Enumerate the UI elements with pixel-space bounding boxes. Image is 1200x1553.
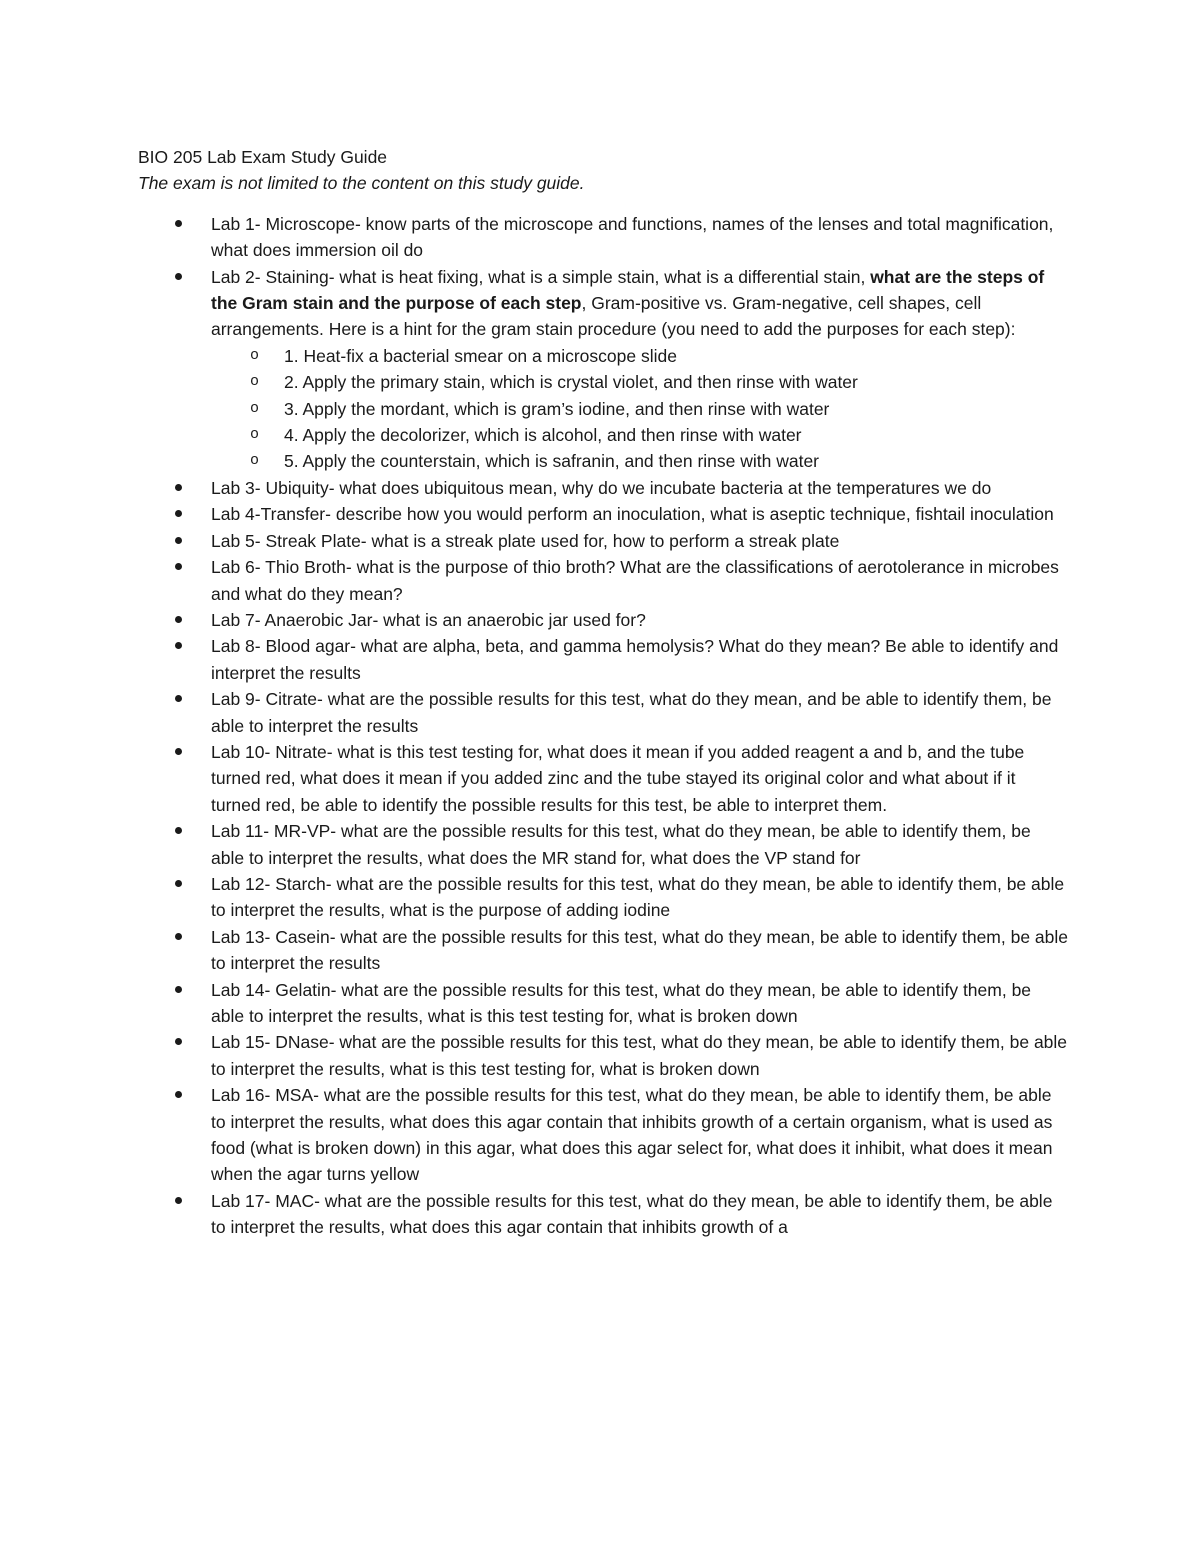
bullet-icon [175, 563, 182, 570]
list-item-text: Lab 12- Starch- what are the possible results for this test, what do they mean, be able to identify them, be able to interpret the results, what is the purpose of adding iodine [211, 873, 1065, 921]
list-item-text: Lab 5- Streak Plate- what is a streak plate used for, how to perform a streak plate [211, 530, 840, 551]
document-title: BIO 205 Lab Exam Study Guide [138, 147, 388, 167]
sub-list-item-text: 4. Apply the decolorizer, which is alcohol, and then rinse with water [284, 425, 802, 446]
list-item-text: Lab 7- Anaerobic Jar- what is an anaerobic jar used for? [211, 609, 646, 630]
sub-list-item [211, 396, 1068, 422]
sub-list-item [211, 369, 1068, 395]
list-item-text: Lab 13- Casein- what are the possible results for this test, what do they mean, be able to identify them, be able to interpret the results [211, 926, 1069, 974]
circle-bullet-icon: o [250, 346, 260, 364]
circle-bullet-icon: o [250, 373, 260, 391]
document-subtitle: The exam is not limited to the content on this study guide. [138, 173, 585, 194]
study-guide-list [138, 211, 1068, 1241]
list-item [138, 1188, 1068, 1241]
list-item [138, 554, 1068, 607]
list-item [138, 607, 1068, 633]
bullet-icon [175, 220, 182, 227]
list-item-text: Lab 3- Ubiquity- what does ubiquitous mean, why do we incubate bacteria at the temperatures we do [211, 477, 992, 498]
bullet-icon [175, 1038, 182, 1045]
list-item-text: Lab 14- Gelatin- what are the possible results for this test, what do they mean, be able to identify them, be able to interpret the results, what is this test testing for, what is broken down [211, 979, 1032, 1026]
bullet-icon [175, 1091, 182, 1098]
sub-list-item-text: 1. Heat-fix a bacterial smear on a microscope slide [284, 345, 677, 366]
list-item [138, 686, 1068, 739]
list-item-bold-text: what are the steps of the Gram stain and the purpose of each step [211, 266, 1045, 314]
list-item-text: Lab 1- Microscope- know parts of the microscope and functions, names of the lenses and total magnification, what does immersion oil do [211, 213, 1054, 261]
list-item [138, 977, 1068, 1030]
list-item-text: Lab 16- MSA- what are the possible results for this test, what do they mean, be able to identify them, be able to interpret the results, what does this agar contain that inhibits growth of a certain organism, what is used as food (what is broken down) in this agar, what does this agar select for, what does it inhibit, what does it mean when the agar turns yellow [211, 1085, 1053, 1185]
list-item [138, 1029, 1068, 1082]
list-item-text: Lab 15- DNase- what are the possible results for this test, what do they mean, be able to identify them, be able to interpret the results, what is this test testing for, what is broken down [211, 1032, 1068, 1079]
bullet-icon [175, 510, 182, 517]
sub-list-item-text: 2. Apply the primary stain, which is crystal violet, and then rinse with water [284, 372, 858, 393]
circle-bullet-icon: o [250, 452, 260, 470]
list-item [138, 924, 1068, 977]
bullet-icon [175, 616, 182, 623]
bullet-icon [175, 986, 182, 993]
list-item-text: Lab 8- Blood agar- what are alpha, beta, and gamma hemolysis? What do they mean? Be able to identify and interpret the results [211, 636, 1059, 683]
list-item-text: Lab 4-Transfer- describe how you would perform an inoculation, what is aseptic technique, fishtail inoculation [211, 504, 1054, 525]
bullet-icon [175, 827, 182, 834]
bullet-icon [175, 695, 182, 702]
bullet-icon [175, 1197, 182, 1204]
list-item [138, 475, 1068, 501]
sub-list-item [211, 343, 1068, 369]
gram-stain-steps [211, 343, 1068, 475]
circle-bullet-icon: o [250, 399, 260, 417]
list-item-text: Lab 11- MR-VP- what are the possible results for this test, what do they mean, be able to identify them, be able to interpret the results, what does the MR stand for, what does the VP stand for [211, 821, 1031, 868]
document-page [138, 144, 1068, 1241]
list-item-text: Lab 17- MAC- what are the possible results for this test, what do they mean, be able to identify them, be able to interpret the results, what does this agar contain that inhibits growth of a [211, 1190, 1053, 1238]
list-item-text: , Gram-positive vs. Gram-negative, cell shapes, cell arrangements. Here is a hint for the gram stain procedure (you need to add the purposes for each step): [211, 293, 1016, 340]
list-item [138, 1082, 1068, 1188]
sub-list-item [211, 448, 1068, 474]
list-item [138, 501, 1068, 527]
list-item [138, 871, 1068, 924]
list-item [138, 633, 1068, 686]
bullet-icon [175, 642, 182, 649]
bullet-icon [175, 933, 182, 940]
bullet-icon [175, 748, 182, 755]
list-item [138, 211, 1068, 264]
bullet-icon [175, 537, 182, 544]
circle-bullet-icon: o [250, 426, 260, 444]
sub-list-item-text: 3. Apply the mordant, which is gram’s iodine, and then rinse with water [284, 398, 830, 419]
list-item [138, 739, 1068, 818]
list-item-text: Lab 6- Thio Broth- what is the purpose of thio broth? What are the classifications of aerotolerance in microbes and what do they mean? [211, 557, 1059, 604]
bullet-icon [175, 484, 182, 491]
list-item [138, 528, 1068, 554]
list-item [138, 818, 1068, 871]
list-item-text: Lab 2- Staining- what is heat fixing, what is a simple stain, what is a differential stain, [211, 266, 871, 287]
list-item [138, 264, 1068, 475]
sub-list-item [211, 422, 1068, 448]
list-item-text: Lab 9- Citrate- what are the possible results for this test, what do they mean, and be able to identify them, be able to interpret the results [211, 689, 1052, 736]
bullet-icon [175, 880, 182, 887]
sub-list-item-text: 5. Apply the counterstain, which is safranin, and then rinse with water [284, 451, 820, 472]
list-item-text: Lab 10- Nitrate- what is this test testing for, what does it mean if you added reagent a and b, and the tube turned red, what does it mean if you added zinc and the tube stayed its original color and what about if it turned red, be able to identify the possible results for this test, be able to interpret them. [211, 741, 1025, 815]
bullet-icon [175, 273, 182, 280]
